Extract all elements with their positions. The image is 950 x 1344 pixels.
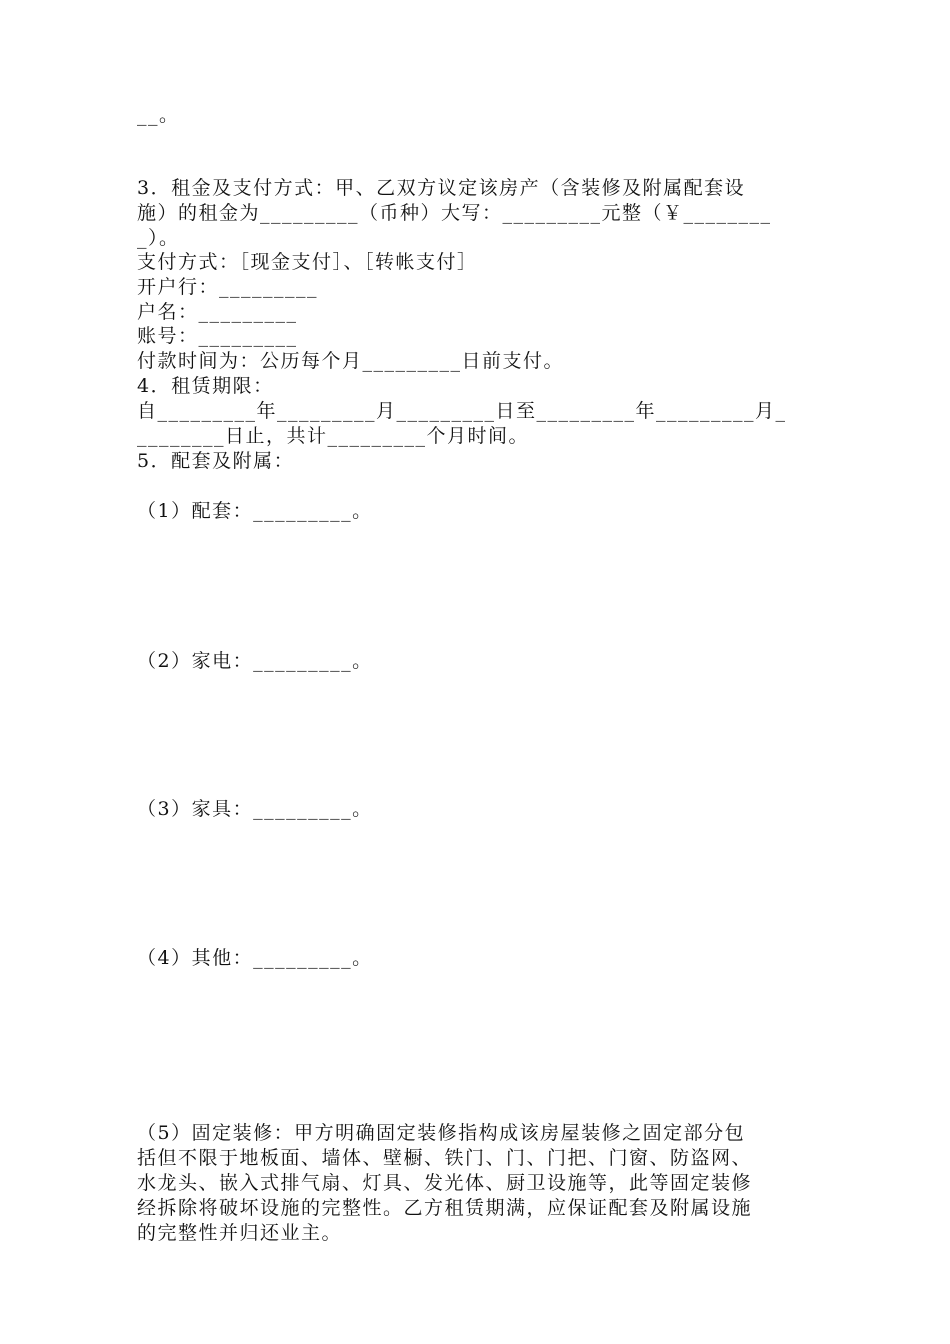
item5-line2: 括但不限于地板面、墙体、壁橱、铁门、门、门把、门窗、防盗网、 [137,1147,753,1169]
item5-line1: （5）固定装修：甲方明确固定装修指构成该房屋装修之固定部分包 [137,1122,746,1144]
payment-method: 支付方式：［现金支付］、［转帐支付］ [137,251,478,273]
section5-heading: 5．配套及附属： [137,450,295,472]
account-name-field: 户名：_________ [137,301,298,323]
bank-field: 开户行：_________ [137,276,319,298]
item-fixtures: （1）配套：_________。 [137,500,373,522]
account-number-field: 账号：_________ [137,325,298,347]
item-appliances: （2）家电：_________。 [137,650,373,672]
section4-line1: 自_________年_________月_________日至_________年_________月_ [137,400,787,422]
section4-heading: 4．租赁期限： [137,375,274,397]
section3-line3: _）。 [137,227,180,249]
section4-line2: ________日止，共计_________个月时间。 [137,425,530,447]
item5-line5: 的完整性并归还业主。 [137,1222,343,1244]
section3-line1: 3．租金及支付方式：甲、乙双方议定该房产（含装修及附属配套设 [137,177,746,199]
item5-line4: 经拆除将破坏设施的完整性。乙方租赁期满，应保证配套及附属设施 [137,1197,753,1219]
item5-line3: 水龙头、嵌入式排气扇、灯具、发光体、厨卫设施等，此等固定装修 [137,1172,753,1194]
item-furniture: （3）家具：_________。 [137,798,373,820]
section3-line2: 施）的租金为_________（币种）大写：_________元整（￥________ [137,202,772,224]
top-continuation: __。 [137,104,180,126]
payment-time: 付款时间为：公历每个月_________日前支付。 [137,350,565,372]
item-other: （4）其他：_________。 [137,947,373,969]
